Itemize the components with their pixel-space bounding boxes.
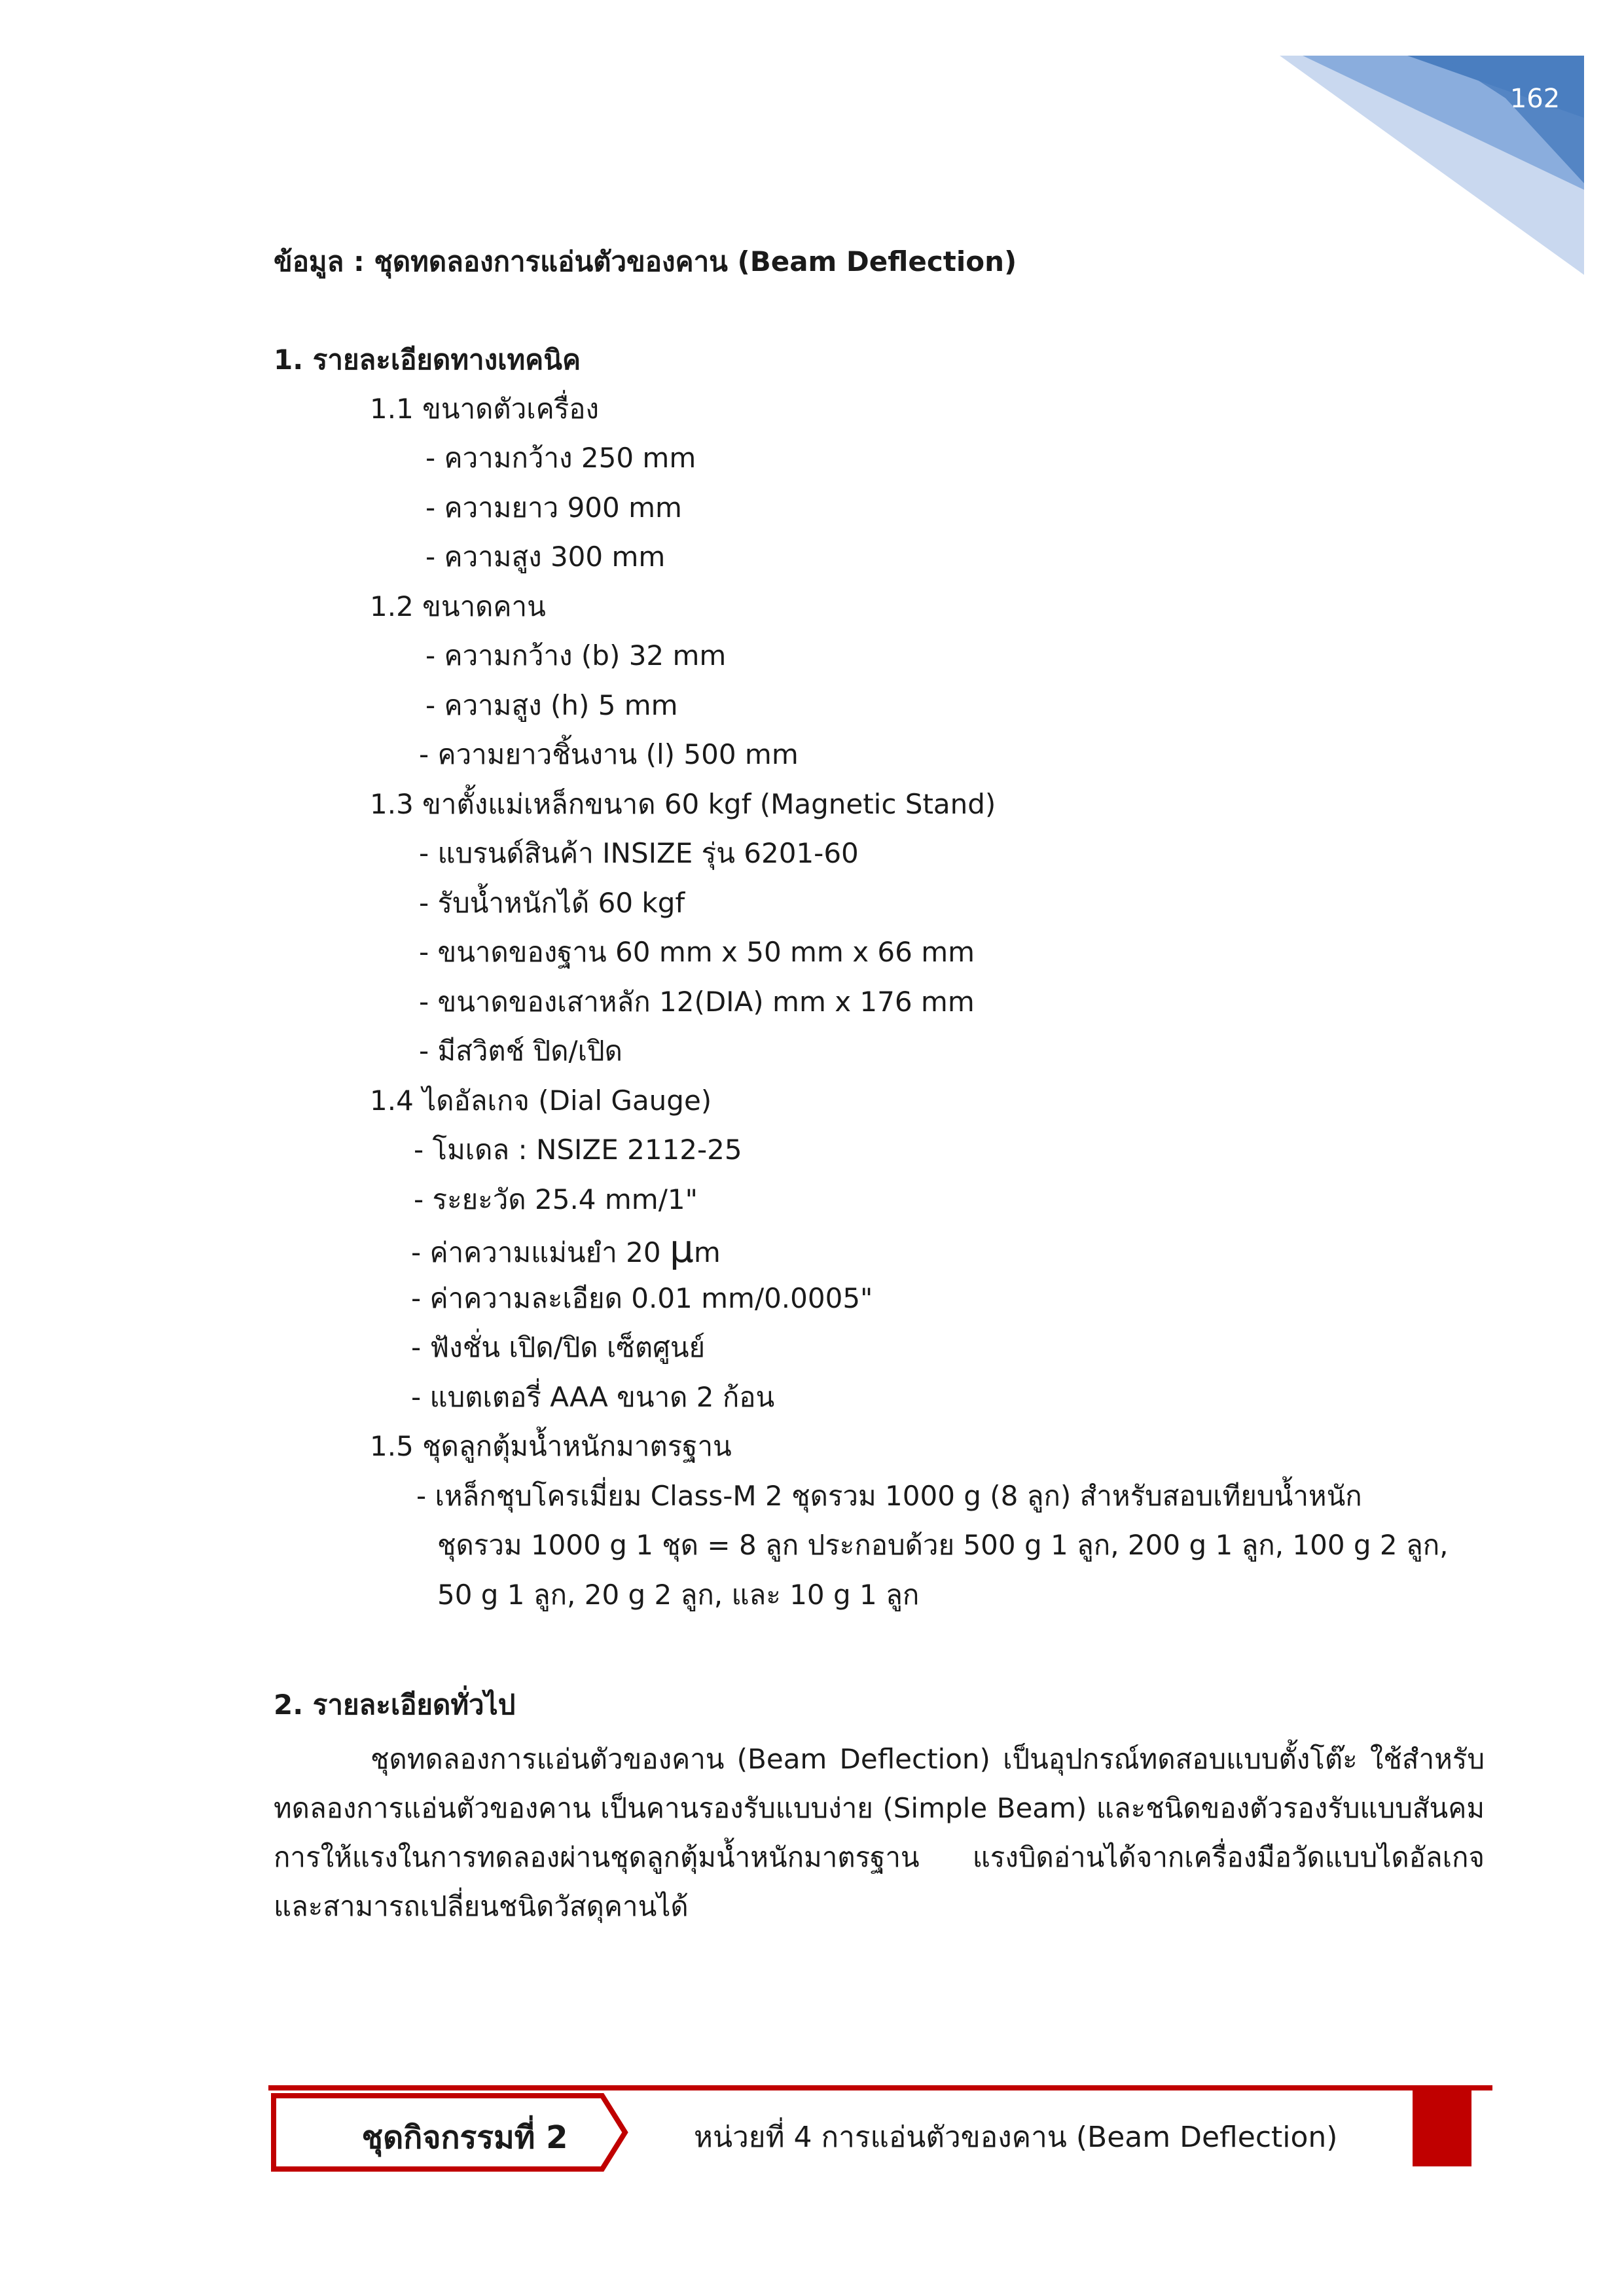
list-item: - ความกว้าง (b) 32 mm [425,639,727,672]
list-item: - ระยะวัด 25.4 mm/1" [414,1183,698,1215]
list-item: - เหล็กชุบโครเมี่ยม Class-M 2 ชุดรวม 1000 g (8 ลูก) สำหรับสอบเทียบน้ำหนัก [416,1480,1362,1512]
list-item-continuation: 50 g 1 ลูก, 20 g 2 ลูก, และ 10 g 1 ลูก [437,1579,920,1611]
list-item: - ค่าความละเอียด 0.01 mm/0.0005" [411,1282,873,1314]
list-item: - แบรนด์สินค้า INSIZE รุ่น 6201-60 [419,837,859,869]
subsection-1-1-title: 1.1 ขนาดตัวเครื่อง [370,393,600,425]
section-2-title: 2. รายละเอียดทั่วไป [274,1689,516,1721]
page-number: 162 [1509,84,1561,114]
list-item: - มีสวิตช์ ปิด/เปิด [419,1035,623,1067]
page-heading: ข้อมูล : ชุดทดลองการแอ่นตัวของคาน (Beam Deflection) [274,245,1017,278]
corner-decoration [1244,0,1624,275]
micro-symbol: μ [669,1227,694,1271]
subsection-1-4-title: 1.4 ไดอัลเกจ (Dial Gauge) [370,1085,712,1117]
list-item-accuracy [411,1229,721,1272]
list-item-continuation: ชุดรวม 1000 g 1 ชุด = 8 ลูก ประกอบด้วย 500 g 1 ลูก, 200 g 1 ลูก, 100 g 2 ลูก, [437,1529,1449,1561]
subsection-1-3-title: 1.3 ขาตั้งแม่เหล็กขนาด 60 kgf (Magnetic Stand) [370,788,996,820]
unit-title: หน่วยที่ 4 การแอ่นตัวของคาน (Beam Deflection) [694,2121,1338,2154]
section-1-title: 1. รายละเอียดทางเทคนิค [274,344,581,376]
list-item: - ความยาวชิ้นงาน (l) 500 mm [419,738,799,770]
list-item: - ขนาดของฐาน 60 mm x 50 mm x 66 mm [419,936,975,968]
accuracy-unit: m [693,1236,721,1268]
list-item: - ความสูง 300 mm [425,541,666,573]
list-item: - โมเดล : NSIZE 2112-25 [414,1134,742,1166]
activity-set-label: ชุดกิจกรรมที่ 2 [361,2119,568,2156]
list-item: - ความยาว 900 mm [425,492,682,524]
subsection-1-2-title: 1.2 ขนาดคาน [370,590,546,622]
footer-banner [268,2085,1492,2190]
list-item: - ฟังชั่น เปิด/ปิด เซ็ตศูนย์ [411,1331,706,1363]
list-item: - ความกว้าง 250 mm [425,442,696,474]
accuracy-text: - ค่าความแม่นยำ 20 [411,1236,670,1268]
list-item: - ความสูง (h) 5 mm [425,689,678,721]
list-item: - รับน้ำหนักได้ 60 kgf [419,887,685,919]
section-2-paragraph: ชุดทดลองการแอ่นตัวของคาน (Beam Deflection) เป็นอุปกรณ์ทดสอบแบบตั้งโต๊ะ ใช้สำหรับทดลองการแอ่นตัวของคาน เป็นคานรองรับแบบง่าย (Simple Beam) และชนิดของตัวรองรับแบบสันคม การให้แรงในการทดลองผ่านชุดลูกตุ้มน้ำหนักมาตรฐาน แรงบิดอ่านได้จากเครื่องมือวัดแบบไดอัลเกจ และสามารถเปลี่ยนชนิดวัสดุคานได้ [274,1743,1485,1922]
list-item: - แบตเตอรี่ AAA ขนาด 2 ก้อน [411,1381,775,1413]
list-item: - ขนาดของเสาหลัก 12(DIA) mm x 176 mm [419,986,975,1018]
subsection-1-5-title: 1.5 ชุดลูกตุ้มน้ำหนักมาตรฐาน [370,1430,732,1462]
